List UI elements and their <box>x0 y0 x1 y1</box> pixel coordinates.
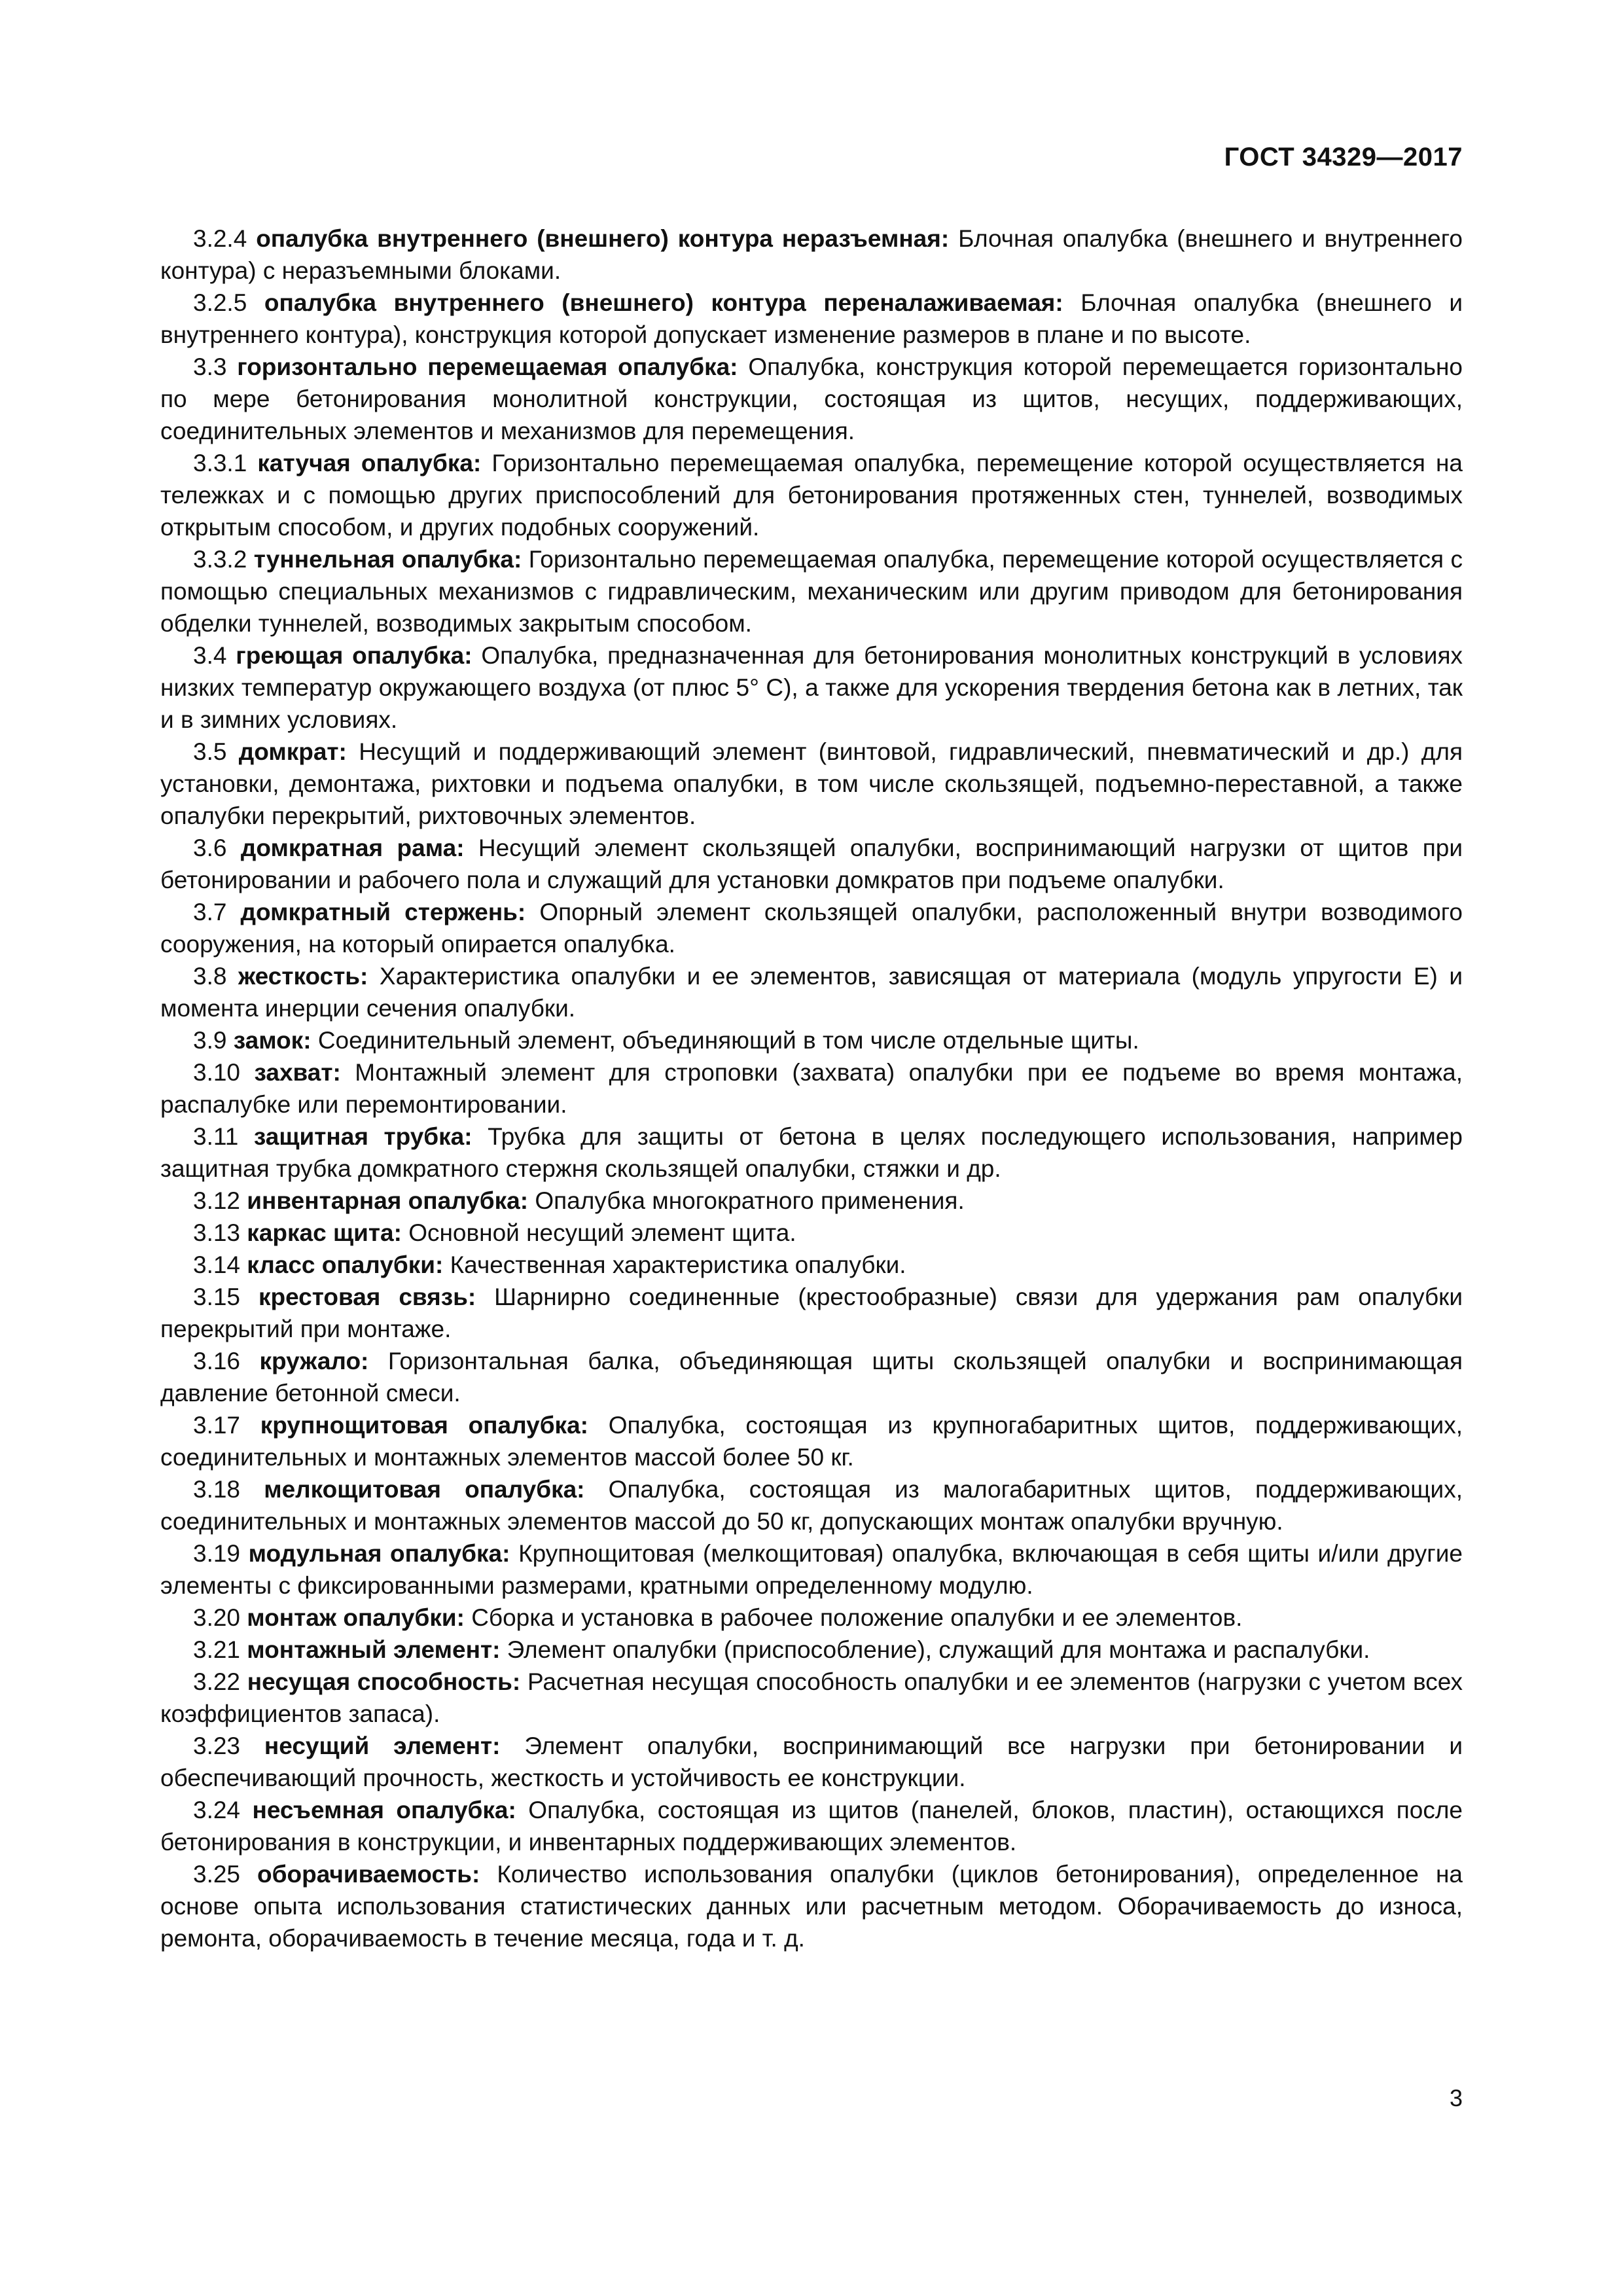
term-title: мелкощитовая опалубка: <box>264 1476 585 1503</box>
term-title: горизонтально перемещаемая опалубка: <box>237 353 738 380</box>
term-definition: Опорный элемент скользящей опалубки, расположенный внутри возводимого сооружения, на который опирается опалубка. <box>160 899 1463 958</box>
term-number: 3.13 <box>193 1219 241 1246</box>
term-number: 3.3 <box>193 353 227 380</box>
term-entry <box>160 1249 1463 1281</box>
term-title: крупнощитовая опалубка: <box>260 1412 588 1439</box>
term-title: кружало: <box>259 1348 369 1374</box>
term-title: жесткость: <box>238 963 368 990</box>
term-definition: Блочная опалубка (внешнего и внутреннего контура) с неразъемными блоками. <box>160 225 1463 284</box>
term-definition: Блочная опалубка (внешнего и внутреннего контура), конструкция которой допускает изменение размеров в плане и по высоте. <box>160 289 1463 348</box>
term-title: несущая способность: <box>247 1668 521 1695</box>
term-title: домкратный стержень: <box>240 899 526 925</box>
term-definition: Опалубка, конструкция которой перемещается горизонтально по мере бетонирования монолитной конструкции, состоящая из щитов, несущих, поддерживающих, соединительных элементов и механизмов для перемещения. <box>160 353 1463 444</box>
term-title: домкрат: <box>238 738 347 765</box>
term-entry <box>160 736 1463 832</box>
term-definition: Горизонтально перемещаемая опалубка, перемещение которой осуществляется с помощью специальных механизмов с гидравлическим, механическим или другим приводом для бетонирования обделки туннелей, возводимых закрытым способом. <box>160 546 1463 637</box>
term-definition: Сборка и установка в рабочее положение опалубки и ее элементов. <box>471 1604 1243 1631</box>
term-title: несущий элемент: <box>264 1732 501 1759</box>
document-code: ГОСТ 34329—2017 <box>1224 143 1463 171</box>
term-entry <box>160 1056 1463 1121</box>
term-entry <box>160 1473 1463 1537</box>
term-number: 3.10 <box>193 1059 241 1086</box>
term-definition: Несущий элемент скользящей опалубки, воспринимающий нагрузки от щитов при бетонировании и рабочего пола и служащий для установки домкратов при подъеме опалубки. <box>160 834 1463 893</box>
term-number: 3.2.4 <box>193 225 247 252</box>
term-definition: Горизонтально перемещаемая опалубка, перемещение которой осуществляется на тележках и с помощью других приспособлений для бетонирования протяженных стен, туннелей, возводимых открытым способом, и других подобных сооружений. <box>160 450 1463 541</box>
term-definition: Опалубка многократного применения. <box>535 1187 965 1214</box>
term-entry <box>160 832 1463 896</box>
page-number: 3 <box>1449 2085 1463 2111</box>
term-definition: Характеристика опалубки и ее элементов, зависящая от материала (модуль упругости E) и момента инерции сечения опалубки. <box>160 963 1463 1022</box>
term-number: 3.23 <box>193 1732 241 1759</box>
term-entry <box>160 1858 1463 1954</box>
term-title: класс опалубки: <box>247 1251 444 1278</box>
term-definition: Опалубка, предназначенная для бетонирования монолитных конструкций в условиях низких температур окружающего воздуха (от плюс 5° С), а также для ускорения твердения бетона как в летних, так и в зимних условиях. <box>160 642 1463 733</box>
term-definition: Количество использования опалубки (циклов бетонирования), определенное на основе опыта использования статистических данных или расчетным методом. Оборачиваемость до износа, ремонта, оборачиваемость в течение месяца, года и т. д. <box>160 1861 1463 1952</box>
term-number: 3.3.2 <box>193 546 247 573</box>
term-number: 3.5 <box>193 738 227 765</box>
term-title: монтажный элемент: <box>247 1636 501 1663</box>
term-number: 3.25 <box>193 1861 241 1888</box>
term-entry <box>160 351 1463 447</box>
term-definition: Несущий и поддерживающий элемент (винтовой, гидравлический, пневматический и др.) для установки, демонтажа, рихтовки и подъема опалубки, в том числе скользящей, подъемно-переставной, а также опалубки перекрытий, рихтовочных элементов. <box>160 738 1463 829</box>
term-entry <box>160 1666 1463 1730</box>
term-number: 3.8 <box>193 963 227 990</box>
term-number: 3.2.5 <box>193 289 247 316</box>
term-entry <box>160 1281 1463 1345</box>
term-entry <box>160 1730 1463 1794</box>
term-number: 3.9 <box>193 1027 227 1054</box>
term-title: несъемная опалубка: <box>252 1797 516 1823</box>
term-title: защитная трубка: <box>253 1123 473 1150</box>
term-entry <box>160 543 1463 639</box>
term-definition: Шарнирно соединенные (крестообразные) связи для удержания рам опалубки перекрытий при монтаже. <box>160 1283 1463 1342</box>
term-number: 3.21 <box>193 1636 241 1663</box>
term-definition: Элемент опалубки (приспособление), служащий для монтажа и распалубки. <box>507 1636 1370 1663</box>
term-entry <box>160 1634 1463 1666</box>
term-number: 3.3.1 <box>193 450 247 476</box>
term-title: крестовая связь: <box>258 1283 476 1310</box>
term-title: замок: <box>233 1027 312 1054</box>
term-title: захват: <box>254 1059 341 1086</box>
term-definition: Трубка для защиты от бетона в целях последующего использования, например защитная трубка домкратного стержня скользящей опалубки, стяжки и др. <box>160 1123 1463 1182</box>
term-title: опалубка внутреннего (внешнего) контура неразъемная: <box>256 225 950 252</box>
term-number: 3.19 <box>193 1540 241 1567</box>
term-entry <box>160 1602 1463 1634</box>
term-definition: Крупнощитовая (мелкощитовая) опалубка, включающая в себя щиты и/или другие элементы с фиксированными размерами, кратными определенному модулю. <box>160 1540 1463 1599</box>
term-title: инвентарная опалубка: <box>247 1187 529 1214</box>
term-number: 3.15 <box>193 1283 241 1310</box>
term-title: каркас щита: <box>247 1219 402 1246</box>
term-number: 3.11 <box>193 1123 239 1150</box>
term-number: 3.6 <box>193 834 227 861</box>
term-definition: Монтажный элемент для строповки (захвата) опалубки при ее подъеме во время монтажа, распалубке или перемонтировании. <box>160 1059 1463 1118</box>
term-number: 3.22 <box>193 1668 241 1695</box>
term-number: 3.20 <box>193 1604 241 1631</box>
term-definition: Качественная характеристика опалубки. <box>450 1251 906 1278</box>
term-number: 3.16 <box>193 1348 241 1374</box>
term-entry <box>160 287 1463 351</box>
term-definition: Опалубка, состоящая из щитов (панелей, блоков, пластин), остающихся после бетонирования в конструкции, и инвентарных поддерживающих элементов. <box>160 1797 1463 1856</box>
term-definition: Опалубка, состоящая из малогабаритных щитов, поддерживающих, соединительных и монтажных элементов массой до 50 кг, допускающих монтаж опалубки вручную. <box>160 1476 1463 1535</box>
term-entry <box>160 960 1463 1024</box>
term-entry <box>160 447 1463 543</box>
term-entry <box>160 1185 1463 1217</box>
term-title: монтаж опалубки: <box>247 1604 465 1631</box>
term-number: 3.12 <box>193 1187 241 1214</box>
term-definition: Расчетная несущая способность опалубки и ее элементов (нагрузки с учетом всех коэффициентов запаса). <box>160 1668 1463 1727</box>
term-entry <box>160 1794 1463 1858</box>
term-title: модульная опалубка: <box>248 1540 510 1567</box>
term-entry <box>160 896 1463 960</box>
term-definition: Опалубка, состоящая из крупногабаритных щитов, поддерживающих, соединительных и монтажных элементов массой более 50 кг. <box>160 1412 1463 1471</box>
term-number: 3.18 <box>193 1476 241 1503</box>
term-entry <box>160 1217 1463 1249</box>
term-number: 3.17 <box>193 1412 241 1439</box>
term-number: 3.4 <box>193 642 227 669</box>
term-entry <box>160 639 1463 736</box>
term-entry <box>160 1537 1463 1602</box>
term-definition: Горизонтальная балка, объединяющая щиты скользящей опалубки и воспринимающая давление бетонной смеси. <box>160 1348 1463 1407</box>
term-entry <box>160 1121 1463 1185</box>
term-definition: Основной несущий элемент щита. <box>408 1219 796 1246</box>
term-number: 3.7 <box>193 899 227 925</box>
term-number: 3.24 <box>193 1797 241 1823</box>
term-entry <box>160 223 1463 287</box>
term-title: домкратная рама: <box>240 834 465 861</box>
term-title: опалубка внутреннего (внешнего) контура переналаживаемая: <box>264 289 1063 316</box>
term-definition: Элемент опалубки, воспринимающий все нагрузки при бетонировании и обеспечивающий прочность, жесткость и устойчивость ее конструкции. <box>160 1732 1463 1791</box>
term-definition: Соединительный элемент, объединяющий в том числе отдельные щиты. <box>317 1027 1139 1054</box>
term-entry <box>160 1409 1463 1473</box>
term-title: оборачиваемость: <box>257 1861 480 1888</box>
term-title: туннельная опалубка: <box>253 546 522 573</box>
term-entry <box>160 1345 1463 1409</box>
terms-list <box>160 223 1463 1954</box>
term-title: греющая опалубка: <box>236 642 473 669</box>
term-entry <box>160 1024 1463 1056</box>
term-title: катучая опалубка: <box>257 450 482 476</box>
term-number: 3.14 <box>193 1251 241 1278</box>
